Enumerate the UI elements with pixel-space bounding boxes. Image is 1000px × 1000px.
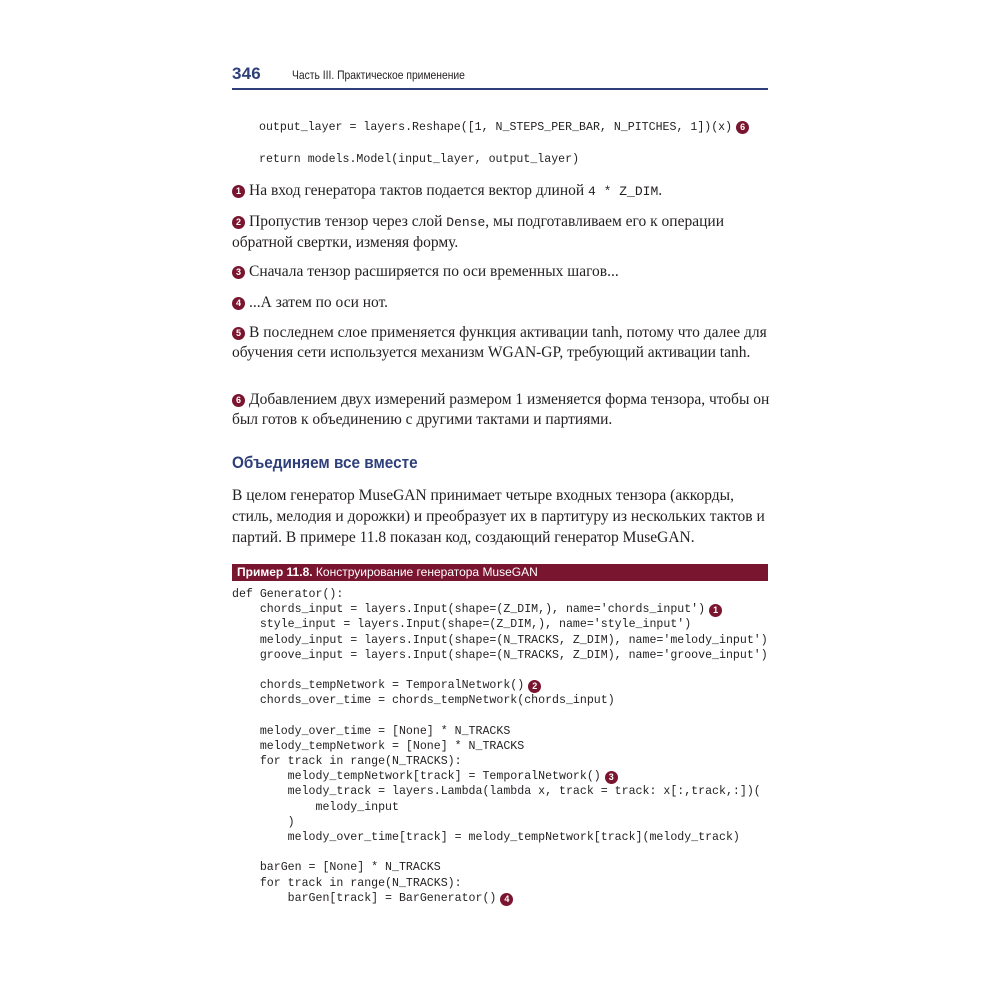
code-text: barGen[track] = BarGenerator() (232, 891, 497, 905)
code-line (232, 724, 768, 739)
note-text: ...А затем по оси нот. (249, 294, 389, 311)
code-text: barGen = [None] * N_TRACKS (232, 861, 441, 875)
running-head: Часть III. Практическое применение (292, 68, 465, 82)
note-code: Dense (446, 215, 486, 230)
code-line (232, 891, 768, 906)
example-label: Пример 11.8. (237, 565, 313, 579)
code-line (232, 784, 768, 799)
callout-marker-5: 5 (232, 327, 245, 340)
section-heading: Объединяем все вместе (232, 453, 418, 472)
page-header (232, 62, 768, 90)
code-text: def Generator(): (232, 588, 344, 601)
note-text: Добавлением двух измерений размером 1 изменяется форма тензора, чтобы он был готов к объединению с другими тактами и партиями. (232, 391, 770, 428)
code-line (232, 587, 768, 602)
callout-marker-6: 6 (736, 121, 749, 134)
code-line (232, 830, 768, 845)
body-paragraph: В целом генератор MuseGAN принимает четыре входных тензора (аккорды, стиль, мелодия и дорожки) и преобразует их в партитуру из нескольких тактов и партий. В примере 11.8 показан код, создающий генератор MuseGAN. (232, 487, 765, 546)
code-text: melody_over_time = [None] * N_TRACKS (232, 724, 511, 738)
callout-note-3 (232, 262, 772, 282)
note-text-end: , мы подготавливаем его к операции обратной свертки, изменяя форму. (232, 213, 724, 251)
code-text: melody_over_time[track] = melody_tempNetwork[track](melody_track) (232, 831, 740, 844)
code-text: melody_track = layers.Lambda(lambda x, track = track: x[:,track,:])( (232, 785, 761, 799)
code-line (232, 648, 768, 663)
callout-marker-2: 2 (528, 680, 541, 693)
code-listing (232, 587, 768, 906)
note-text: Пропустив тензор через слой (249, 213, 447, 230)
code-line (232, 815, 768, 830)
code-line (232, 617, 768, 632)
callout-marker-1: 1 (232, 185, 245, 198)
callout-note-4 (232, 293, 772, 313)
code-line (232, 860, 768, 875)
code-line (232, 709, 768, 724)
code-text: groove_input = layers.Input(shape=(N_TRACKS, Z_DIM), name='groove_input') (232, 648, 768, 662)
page-number: 346 (232, 64, 261, 83)
note-code: 4 * Z_DIM (588, 184, 659, 199)
code-text: chords_input = layers.Input(shape=(Z_DIM,), name='chords_input') (232, 603, 706, 617)
note-text: Сначала тензор расширяется по оси временных шагов... (249, 263, 619, 280)
callout-note-5 (232, 323, 772, 363)
code-line (232, 800, 768, 815)
code-line (232, 693, 768, 708)
code-text: chords_over_time = chords_tempNetwork(chords_input) (232, 694, 615, 708)
code-line-return (259, 153, 579, 167)
code-line (232, 769, 768, 784)
note-text: В последнем слое применяется функция активации tanh, потому что далее для обучения сети используется механизм WGAN-GP, требующий активации tanh. (232, 324, 767, 361)
code-line (232, 663, 768, 678)
example-caption: Конструирование генератора MuseGAN (315, 565, 538, 579)
code-text: melody_input (232, 800, 399, 814)
note-text-end: . (658, 182, 663, 199)
code-text: melody_tempNetwork[track] = TemporalNetwork() (232, 770, 601, 784)
callout-marker-6: 6 (232, 394, 245, 407)
code-text: return models.Model(input_layer, output_layer) (259, 153, 580, 166)
callout-note-6 (232, 390, 772, 430)
code-line (232, 633, 768, 648)
callout-marker-1: 1 (709, 604, 722, 617)
callout-note-2 (232, 212, 772, 253)
code-line (232, 845, 768, 860)
code-text: for track in range(N_TRACKS): (232, 755, 462, 769)
code-text: for track in range(N_TRACKS): (232, 876, 462, 890)
code-line (232, 876, 768, 891)
code-line (232, 602, 768, 617)
callout-marker-3: 3 (232, 266, 245, 279)
code-text: chords_tempNetwork = TemporalNetwork() (232, 679, 525, 693)
callout-marker-4: 4 (500, 893, 513, 906)
callout-marker-4: 4 (232, 297, 245, 310)
code-line (232, 678, 768, 693)
code-text: output_layer = layers.Reshape([1, N_STEPS_PER_BAR, N_PITCHES, 1])(x) (259, 121, 733, 134)
code-text: melody_tempNetwork = [None] * N_TRACKS (232, 739, 525, 753)
example-caption-bar (232, 564, 768, 581)
code-line (232, 739, 768, 754)
callout-marker-3: 3 (605, 771, 618, 784)
code-line (232, 754, 768, 769)
code-text: melody_input = layers.Input(shape=(N_TRACKS, Z_DIM), name='melody_input') (232, 633, 768, 647)
code-text: style_input = layers.Input(shape=(Z_DIM,), name='style_input') (232, 618, 692, 632)
code-text: ) (232, 815, 295, 829)
callout-marker-2: 2 (232, 216, 245, 229)
code-line-reshape (259, 121, 749, 135)
note-text: На вход генератора тактов подается вектор длиной (249, 182, 589, 199)
callout-note-1 (232, 181, 772, 202)
